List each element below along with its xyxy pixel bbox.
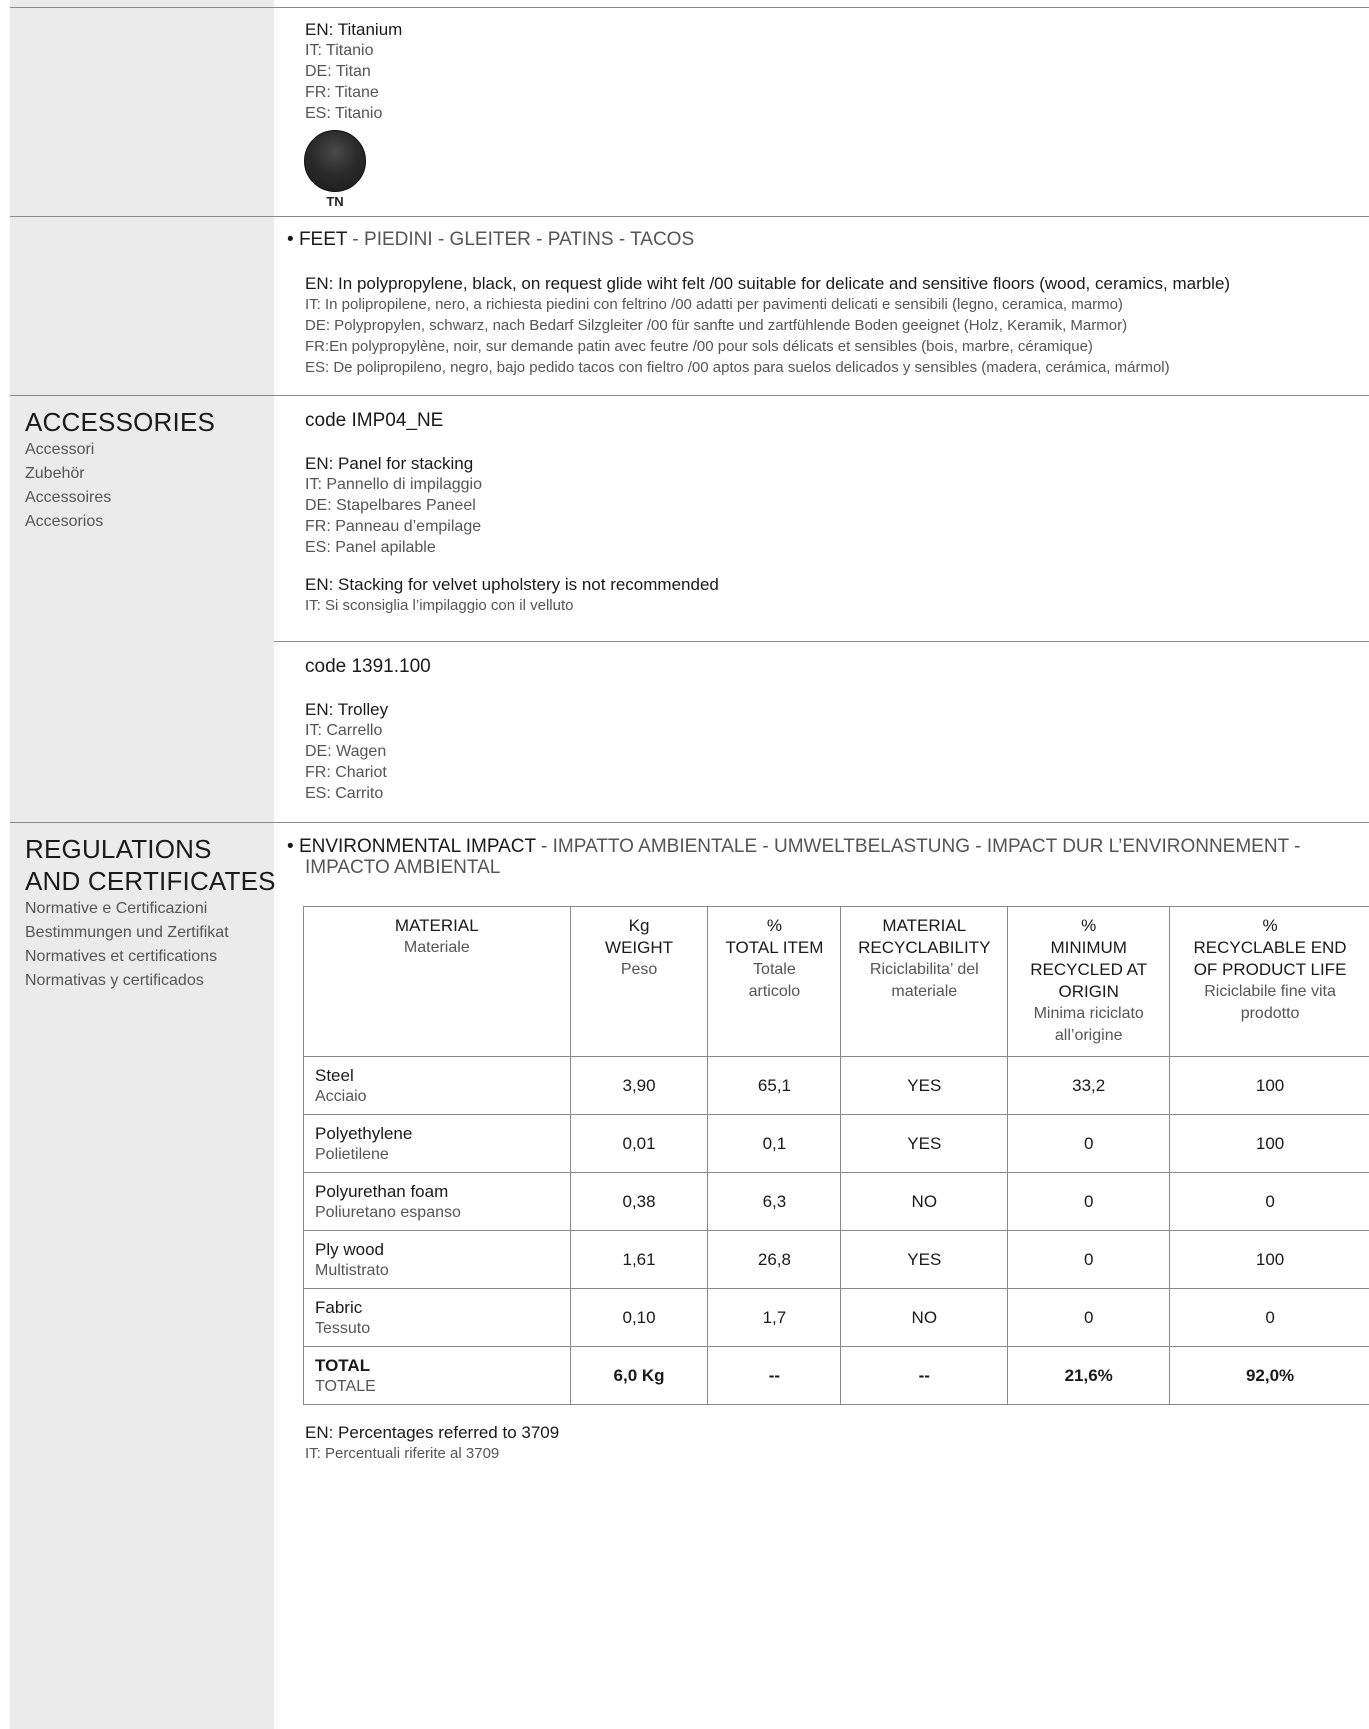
recyclability-cell: -- <box>841 1347 1008 1405</box>
total-item-cell: 1,7 <box>708 1289 841 1347</box>
weight-cell: 0,38 <box>570 1173 708 1231</box>
environmental-impact-table <box>303 906 1369 1405</box>
accessory-es: ES: Panel apilable <box>305 539 436 556</box>
column-header <box>304 907 571 1057</box>
weight-cell: 6,0 Kg <box>570 1347 708 1405</box>
material-name: Steel <box>315 1065 354 1085</box>
accessories-sub-it: Accessori <box>25 441 95 458</box>
min-recycled-cell: 33,2 <box>1008 1057 1170 1115</box>
material-name: TOTAL <box>315 1355 371 1375</box>
total-item-cell: 65,1 <box>708 1057 841 1115</box>
column-header <box>1170 907 1369 1057</box>
column-header-sub: Riciclabilita’ del materiale <box>869 961 979 1000</box>
finish-fr: FR: Titane <box>305 84 379 101</box>
accessory-it: IT: Carrello <box>305 722 383 739</box>
end-life-cell: 100 <box>1170 1115 1369 1173</box>
accessory-note-en: EN: Stacking for velvet upholstery is not recommended <box>305 575 719 594</box>
regulations-sub-de: Bestimmungen und Zertifikat <box>25 924 229 941</box>
environment-title-translations-cont: IMPACTO AMBIENTAL <box>305 857 501 878</box>
material-name-it: TOTALE <box>315 1377 376 1395</box>
swatch-code: TN <box>326 194 344 209</box>
recyclability-cell: NO <box>841 1289 1008 1347</box>
min-recycled-cell: 0 <box>1008 1173 1170 1231</box>
feet-fr: FR:En polypropylène, noir, sur demande patin avec feutre /00 pour sols délicats et sensibles (bois, marbre, céramique) <box>305 338 1093 355</box>
finish-block <box>305 19 402 124</box>
accessories-sub-de: Zubehör <box>25 465 85 482</box>
feet-it: IT: In polipropilene, nero, a richiesta piedini con feltrino /00 adatti per pavimenti delicati e sensibili (legno, ceramica, marmo) <box>305 296 1123 313</box>
feet-title-translations: - PIEDINI - GLEITER - PATINS - TACOS <box>347 229 695 250</box>
accessory-es: ES: Carrito <box>305 785 384 802</box>
feet-de: DE: Polypropylen, schwarz, nach Bedarf Silzgleiter /00 für sanfte und zartfühlende Boden geeignet (Holz, Keramik, Marmor) <box>305 317 1128 334</box>
environment-heading-cont <box>305 856 500 880</box>
weight-cell: 3,90 <box>570 1057 708 1115</box>
table-row <box>304 1173 1369 1231</box>
accessories-sub-fr: Accessoires <box>25 489 112 506</box>
column-header-main: % RECYCLABLE END OF PRODUCT LIFE <box>1193 916 1347 979</box>
regulations-title-line1: REGULATIONS <box>25 834 212 864</box>
material-name: Ply wood <box>315 1239 384 1259</box>
feet-heading <box>287 228 694 252</box>
column-header <box>1008 907 1170 1057</box>
column-header-sub: Peso <box>620 961 658 978</box>
column-header-main: Kg WEIGHT <box>605 916 674 957</box>
column-header-sub: Materiale <box>403 939 470 956</box>
weight-cell: 0,10 <box>570 1289 708 1347</box>
total-item-cell: -- <box>708 1347 841 1405</box>
column-header-sub: Riciclabile fine vita prodotto <box>1204 983 1336 1022</box>
material-cell <box>304 1289 571 1347</box>
column-header-main: MATERIAL <box>394 916 479 935</box>
column-header-main: MATERIAL RECYCLABILITY <box>858 916 991 957</box>
regulations-sub-it: Normative e Certificazioni <box>25 900 208 917</box>
recyclability-cell: YES <box>841 1231 1008 1289</box>
min-recycled-cell: 0 <box>1008 1289 1170 1347</box>
material-cell <box>304 1231 571 1289</box>
environment-note <box>305 1422 559 1464</box>
recyclability-cell: YES <box>841 1115 1008 1173</box>
column-header-sub: Totale articolo <box>748 961 801 1000</box>
material-name: Polyethylene <box>315 1123 413 1143</box>
material-name-it: Acciaio <box>315 1087 367 1105</box>
environment-note-it: IT: Percentuali riferite al 3709 <box>305 1445 500 1462</box>
min-recycled-cell: 0 <box>1008 1231 1170 1289</box>
regulations-sub-es: Normativas y certificados <box>25 972 204 989</box>
accessories-section-label <box>25 406 215 534</box>
environment-title-translations: - IMPATTO AMBIENTALE - UMWELTBELASTUNG - IMPACT DUR L’ENVIRONNEMENT - <box>535 836 1301 857</box>
accessories-title: ACCESSORIES <box>25 407 216 437</box>
feet-en: EN: In polypropylene, black, on request glide wiht felt /00 suitable for delicate and sensitive floors (wood, ceramics, marble) <box>305 274 1231 293</box>
column-header <box>841 907 1008 1057</box>
bullet: • <box>287 836 294 857</box>
divider <box>10 7 1369 8</box>
column-header-main: % MINIMUM RECYCLED AT ORIGIN <box>1030 916 1148 1001</box>
material-name-it: Tessuto <box>315 1319 371 1337</box>
material-cell <box>304 1115 571 1173</box>
column-header-sub: Minima riciclato all’origine <box>1033 1005 1144 1044</box>
divider <box>274 641 1369 642</box>
end-life-cell: 100 <box>1170 1057 1369 1115</box>
accessory-de: DE: Wagen <box>305 743 387 760</box>
accessory-description <box>305 699 388 804</box>
table-total-row <box>304 1347 1369 1405</box>
recyclability-cell: NO <box>841 1173 1008 1231</box>
end-life-cell: 0 <box>1170 1289 1369 1347</box>
recyclability-cell: YES <box>841 1057 1008 1115</box>
finish-de: DE: Titan <box>305 63 371 80</box>
material-cell <box>304 1057 571 1115</box>
total-item-cell: 26,8 <box>708 1231 841 1289</box>
finish-en: EN: Titanium <box>305 20 403 39</box>
table-row <box>304 1057 1369 1115</box>
feet-description <box>305 273 1230 378</box>
accessory-de: DE: Stapelbares Paneel <box>305 497 476 514</box>
titanium-swatch <box>304 130 366 192</box>
divider <box>10 822 1369 823</box>
table-row <box>304 1231 1369 1289</box>
material-name: Fabric <box>315 1297 363 1317</box>
total-item-cell: 0,1 <box>708 1115 841 1173</box>
bullet: • <box>287 229 294 250</box>
material-name-it: Polietilene <box>315 1145 389 1163</box>
environment-note-en: EN: Percentages referred to 3709 <box>305 1423 560 1442</box>
column-header <box>570 907 708 1057</box>
material-name-it: Poliuretano espanso <box>315 1203 461 1221</box>
total-item-cell: 6,3 <box>708 1173 841 1231</box>
weight-cell: 1,61 <box>570 1231 708 1289</box>
accessory-note-it: IT: Si sconsiglia l’impilaggio con il velluto <box>305 597 574 614</box>
end-life-cell: 0 <box>1170 1173 1369 1231</box>
accessory-fr: FR: Chariot <box>305 764 387 781</box>
accessory-en: EN: Panel for stacking <box>305 454 474 473</box>
divider <box>10 395 1369 396</box>
column-header <box>708 907 841 1057</box>
finish-it: IT: Titanio <box>305 42 374 59</box>
min-recycled-cell: 0 <box>1008 1115 1170 1173</box>
feet-es: ES: De polipropileno, negro, bajo pedido tacos con fieltro /00 aptos para suelos delicados y sensibles (madera, cerámica, mármol) <box>305 359 1170 376</box>
regulations-sub-fr: Normatives et certifications <box>25 948 218 965</box>
accessory-note <box>305 574 719 616</box>
accessory-fr: FR: Panneau d’empilage <box>305 518 482 535</box>
material-cell <box>304 1347 571 1405</box>
accessory-code: code IMP04_NE <box>305 410 444 431</box>
table-row <box>304 1115 1369 1173</box>
regulations-title-line2: AND CERTIFICATES <box>25 866 276 896</box>
accessory-en: EN: Trolley <box>305 700 389 719</box>
weight-cell: 0,01 <box>570 1115 708 1173</box>
end-life-cell: 100 <box>1170 1231 1369 1289</box>
table-row <box>304 1289 1369 1347</box>
divider <box>10 216 1369 217</box>
material-name-it: Multistrato <box>315 1261 389 1279</box>
feet-title: FEET <box>298 229 348 250</box>
material-name: Polyurethan foam <box>315 1181 449 1201</box>
min-recycled-cell: 21,6% <box>1008 1347 1170 1405</box>
accessory-code: code 1391.100 <box>305 656 431 677</box>
table-header-row <box>304 907 1369 1057</box>
regulations-section-label <box>25 833 276 993</box>
finish-es: ES: Titanio <box>305 105 383 122</box>
column-header-main: % TOTAL ITEM <box>725 916 824 957</box>
end-life-cell: 92,0% <box>1170 1347 1369 1405</box>
accessory-description <box>305 453 482 558</box>
environment-title: ENVIRONMENTAL IMPACT <box>298 836 536 857</box>
accessory-it: IT: Pannello di impilaggio <box>305 476 482 493</box>
material-cell <box>304 1173 571 1231</box>
accessories-sub-es: Accesorios <box>25 513 104 530</box>
